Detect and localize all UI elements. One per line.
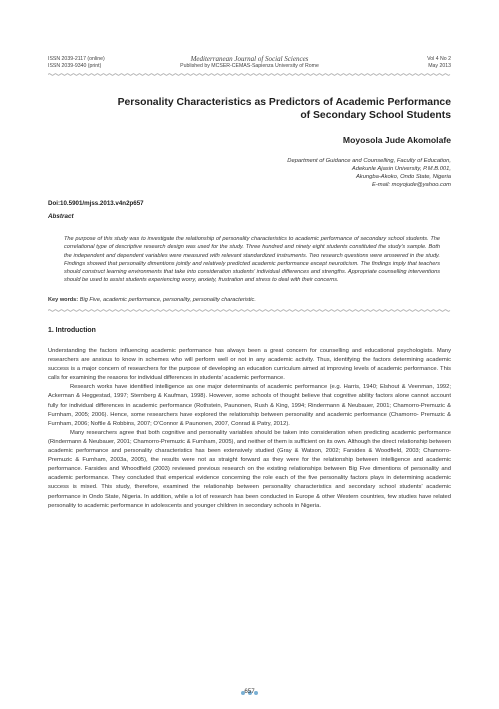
volume: Vol 4 No 2 <box>427 56 451 62</box>
journal-block <box>48 56 451 70</box>
author-affiliation <box>287 157 451 189</box>
journal-name: Mediterranean Journal of Social Sciences <box>190 55 309 63</box>
abstract-text: The purpose of this study was to investigate the relationship of personality characteristics to academic performance of secondary school students. The correlational type of descriptive research design was used for the study. Three hundred and ninety eight students constituted the study’s sample. Both the independent and dependent variables were measured with relevant standardized instruments. Two research questions were answered in the study. Findings showed that personality dimentions jointly and relatively predicted academic performance except neuroticism. The findings imply that teachers should construct learning environments that take into consideration students’ individual differences and strengths. Appropriate counselling interventions should be used to assist students experiencing worry, anxiety, frustration and stress to deal with their concerns. <box>64 236 440 284</box>
author-name: Moyosola Jude Akomolafe <box>342 135 451 145</box>
introduction-body <box>48 347 451 511</box>
section-heading: 1. Introduction <box>48 327 96 334</box>
paragraph: Research works have identified intelligence as one major determinants of academic performance (e.g. Harris, 1940; Elshout & Veenman, 1992; Ackerman & Heggestad, 1997; Sternberg & Kaufman, 1998). However, some schools of thought believe that cognitive ability factors alone cannot account fully for individual differences in academic performance (Rothstein, Paunonen, Rush & King, 1994; Rindermann & Neubauer, 2001; Chamorro-Premuzic & Furnham, 2005; 2006). Hence, some researchers have explored the relationship between personality and academic performance (Chamorro- Premuzic & Furnham, 2006; Noftle & Robbins, 2007; O’Connor & Paunonen, 2007, Conrad & Patry, 2012). <box>48 384 451 427</box>
paragraph: Many researchers agree that both cognitive and personality variables should be taken into consideration when predicting academic performance (Rindermann & Neubauer, 2001; Chamorro-Premuzic & Furnham, 2005), and neither of them is sufficient on its own. Although the direct relationship between academic performance and personality characteristics has been extensively studied (Gray & Watson, 2002; Farsides & Woodfield, 2003; Chamorro- Premuzic & Furnham, 2003a, 2005), the results were not as straight forward as they were for the relationship between intelligence and academic performance. Farsides and Whoodfield (2003) reviewed previous research on the existing relationships between Big Five dimentions of personality and academic performance. They concluded that emperical evidence concerning the role each of the five personality factors plays in determining academic success is mixed. This study, therefore, examined the relationship between personality characteristics and secondary school students’ academic performance in Ondo State, Nigeria. In addition, while a lot of research has been conducted in Europe & other Western countries, few studies have related personality to academic performance in adolescents and younger children in secondary schools in Nigeria. <box>48 429 451 509</box>
keywords-list: Big Five, academic performance, personality, personality characteristic. <box>79 297 256 303</box>
publisher: Published by MCSER-CEMAS-Sapienza University of Rome <box>180 63 319 69</box>
running-header <box>48 56 451 74</box>
affiliation-line: Akungba-Akoko, Ondo State, Nigeria <box>355 174 451 180</box>
paragraph: Understanding the factors influencing academic performance has always been a great concern for counselling and educational psychologists. Many researchers are anxious to know in schemes who will perform well or not in any academic activity. Thus, identifying the factors determining academic success is a major concern of researchers for the purpose of developing an education curriculum aimed at improving levels of academic performance. This calls for examining the reasons for individual differences in students’ academic performance. <box>48 348 451 382</box>
issn-online: ISSN 2039-2117 (online) <box>48 56 105 62</box>
volume-block <box>427 56 451 70</box>
title-line-2: of Secondary School Students <box>300 109 451 121</box>
issue-date: May 2013 <box>428 63 451 69</box>
title-line-1: Personality Characteristics as Predictors of Academic Performance <box>117 97 451 108</box>
doi: Doi:10.5901/mjss.2013.v4n2p657 <box>48 200 144 207</box>
keywords-label: Key words: <box>48 297 79 303</box>
abstract-heading: Abstract <box>48 213 74 220</box>
article-title <box>118 97 451 122</box>
header-divider <box>48 73 451 76</box>
issn-print: ISSN 2039-9340 (print) <box>48 63 102 69</box>
abstract-divider <box>48 309 451 312</box>
author-email: E-mail: moyojude@yahoo.com <box>371 182 451 188</box>
affiliation-line: Department of Guidance and Counselling, Faculty of Education, <box>287 158 451 164</box>
affiliation-line: Adekunle Ajasin University, P.M.B.001, <box>351 166 451 172</box>
page-number: 657 <box>244 688 255 695</box>
keywords <box>48 297 451 303</box>
